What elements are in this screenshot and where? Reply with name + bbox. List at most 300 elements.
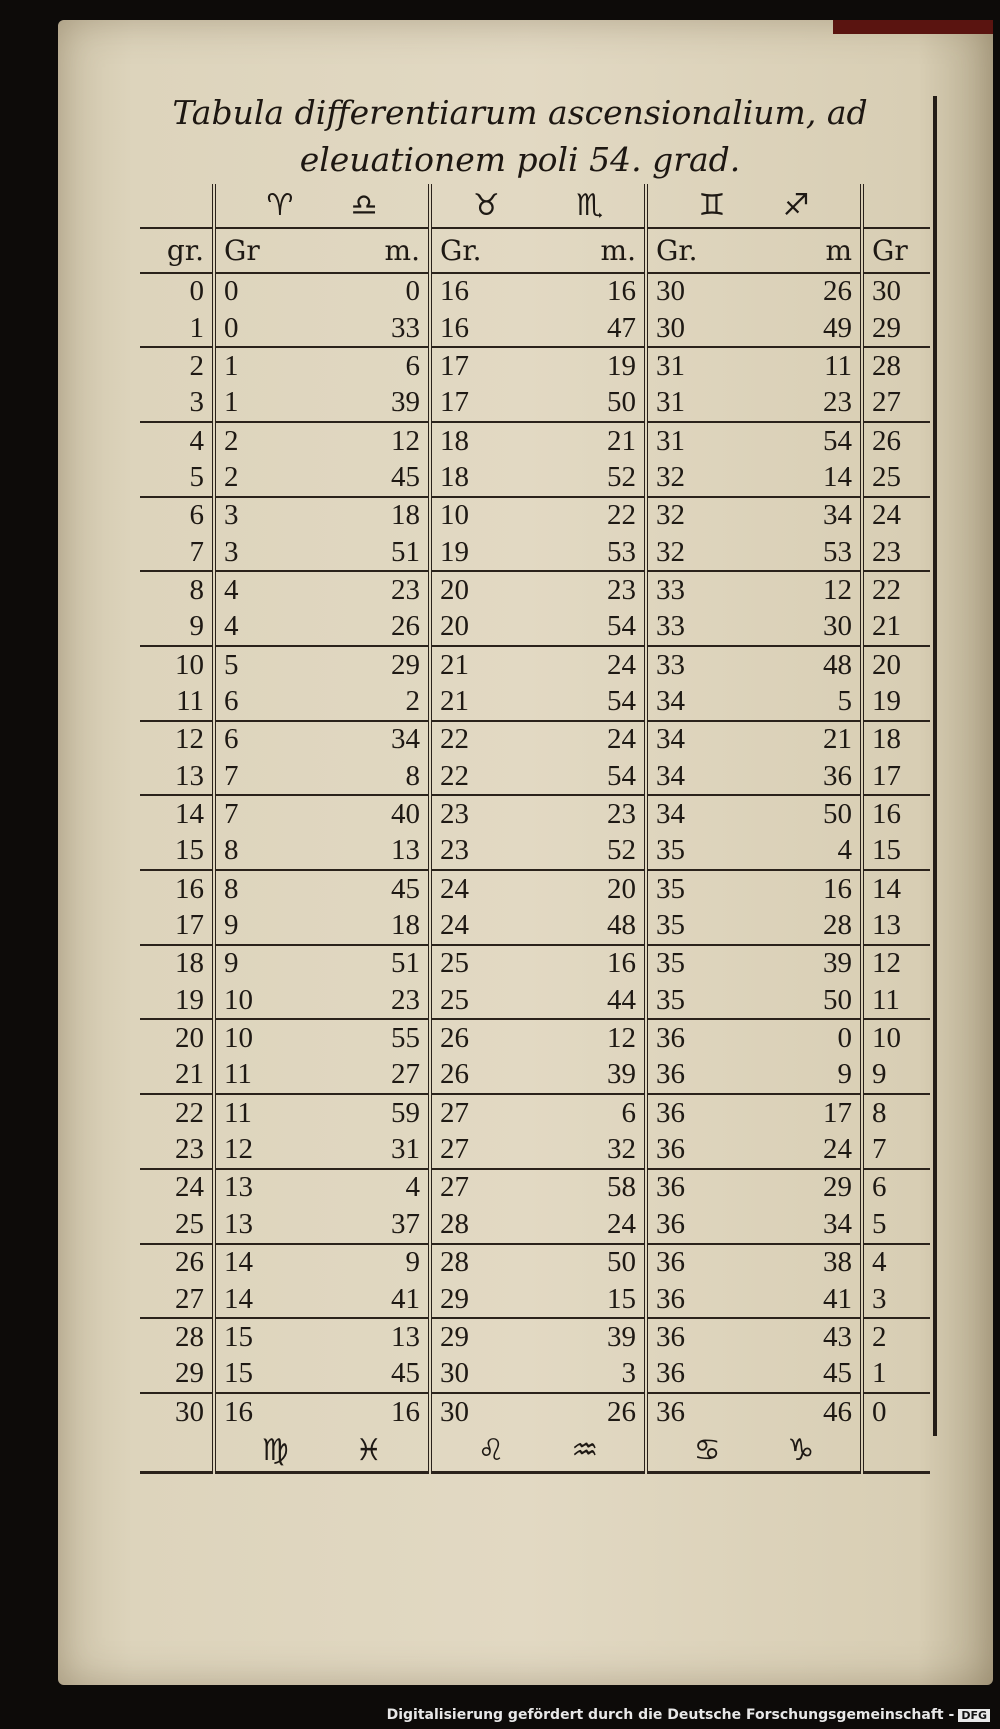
digitization-credit <box>387 1707 990 1723</box>
cell-grad-right: 1 <box>862 1356 930 1393</box>
cell-grad-right: 20 <box>862 646 930 683</box>
cell-grad-b: 21 <box>430 683 538 720</box>
pisces-sign: ♓ <box>355 1433 383 1469</box>
cell-degree: 8 <box>189 573 204 606</box>
cell-min-c: 38 <box>823 1246 852 1279</box>
sign-pair-1 <box>214 184 430 228</box>
cell-min-c: 54 <box>823 424 852 457</box>
cell-grad-a: 4 <box>214 571 322 608</box>
cell-min-b: 39 <box>607 1320 636 1353</box>
cell-min-b: 23 <box>607 573 636 606</box>
cell-min-c: 29 <box>823 1171 852 1204</box>
cell-min-a: 18 <box>322 907 430 944</box>
cell-grad-right: 6 <box>862 1169 930 1206</box>
cell-degree: 0 <box>189 275 204 308</box>
cell-min-b: 23 <box>607 798 636 831</box>
cell-grad-c: 36 <box>646 1206 754 1243</box>
cell-grad-b: 23 <box>430 795 538 832</box>
table-row <box>140 534 930 571</box>
cell-grad-b: 18 <box>430 422 538 459</box>
cell-min-c: 4 <box>754 833 862 870</box>
cell-grad-a: 0 <box>214 273 322 310</box>
cell-min-a: 23 <box>322 982 430 1019</box>
cell-degree: 10 <box>175 648 204 681</box>
blank-cell <box>862 184 930 228</box>
header-min-1: m. <box>322 228 430 273</box>
cell-min-c: 9 <box>754 1057 862 1094</box>
cell-grad-c: 36 <box>646 1244 754 1281</box>
cell-grad-b: 30 <box>430 1356 538 1393</box>
cell-grad-c: 33 <box>646 646 754 683</box>
cell-grad-a: 14 <box>214 1244 322 1281</box>
cell-grad-b: 26 <box>430 1019 538 1056</box>
cell-degree: 7 <box>140 534 214 571</box>
cell-grad-a: 1 <box>214 347 322 384</box>
table-row <box>140 310 930 347</box>
cell-grad-right: 0 <box>862 1393 930 1430</box>
cell-grad-b: 20 <box>430 609 538 646</box>
cell-grad-right: 3 <box>862 1281 930 1318</box>
cell-grad-b: 25 <box>430 982 538 1019</box>
libra-sign: ♎ <box>350 187 378 223</box>
cell-min-c: 16 <box>823 872 852 905</box>
cell-min-b: 16 <box>607 275 636 308</box>
cell-grad-c: 35 <box>646 907 754 944</box>
cell-min-b: 54 <box>538 758 646 795</box>
cell-degree: 20 <box>175 1022 204 1055</box>
table-row <box>140 422 930 459</box>
sign-pair-2 <box>430 184 646 228</box>
cell-grad-a: 13 <box>214 1169 322 1206</box>
cell-grad-b: 27 <box>430 1094 538 1131</box>
ascensional-differences-table <box>140 184 930 1474</box>
cell-grad-right: 18 <box>862 721 930 758</box>
cell-grad-right: 26 <box>862 422 930 459</box>
cell-min-c: 41 <box>754 1281 862 1318</box>
blank-cell <box>140 1430 214 1472</box>
cell-min-a: 29 <box>391 648 420 681</box>
cell-grad-c: 36 <box>646 1356 754 1393</box>
cell-grad-b: 20 <box>430 571 538 608</box>
table-row <box>140 646 930 683</box>
cell-grad-b: 24 <box>430 907 538 944</box>
cell-min-a: 45 <box>322 1356 430 1393</box>
cell-grad-right: 25 <box>862 459 930 496</box>
cell-min-b: 52 <box>538 833 646 870</box>
cell-min-b: 50 <box>607 1246 636 1279</box>
cell-min-b: 6 <box>621 1096 636 1129</box>
cell-grad-right: 15 <box>862 833 930 870</box>
cell-grad-b: 24 <box>430 870 538 907</box>
table-row <box>140 1356 930 1393</box>
cell-min-b: 58 <box>607 1171 636 1204</box>
cell-grad-right: 24 <box>862 497 930 534</box>
table-row <box>140 571 930 608</box>
header-grad-right: Gr <box>862 228 930 273</box>
cell-grad-b: 19 <box>430 534 538 571</box>
cell-grad-c: 30 <box>646 273 754 310</box>
table-row <box>140 1206 930 1243</box>
cell-degree: 16 <box>175 872 204 905</box>
cell-min-a: 8 <box>322 758 430 795</box>
cell-min-c: 0 <box>837 1022 852 1055</box>
table-row <box>140 833 930 870</box>
cell-min-c: 50 <box>754 982 862 1019</box>
dfg-logo: DFG <box>958 1709 990 1722</box>
cell-min-a: 45 <box>391 872 420 905</box>
cell-min-c: 39 <box>823 947 852 980</box>
cell-min-c: 5 <box>754 683 862 720</box>
cancer-sign: ♋ <box>693 1433 721 1469</box>
cell-degree: 23 <box>140 1131 214 1168</box>
cell-grad-right: 29 <box>862 310 930 347</box>
table-row <box>140 683 930 720</box>
cell-grad-c: 30 <box>646 310 754 347</box>
cell-min-a: 31 <box>322 1131 430 1168</box>
table-row <box>140 1318 930 1355</box>
leo-sign: ♌ <box>477 1433 505 1469</box>
cell-grad-b: 17 <box>430 385 538 422</box>
table-row <box>140 1131 930 1168</box>
sign-pair-foot-1 <box>214 1430 430 1472</box>
table-row <box>140 1019 930 1056</box>
cell-grad-a: 2 <box>214 459 322 496</box>
cell-min-c: 43 <box>823 1320 852 1353</box>
cell-min-a: 27 <box>322 1057 430 1094</box>
cell-grad-a: 7 <box>214 795 322 832</box>
cell-min-c: 14 <box>754 459 862 496</box>
cell-grad-right: 9 <box>862 1057 930 1094</box>
capricorn-sign: ♑ <box>787 1433 815 1469</box>
header-degree: gr. <box>140 228 214 273</box>
cell-grad-c: 36 <box>646 1169 754 1206</box>
cell-grad-right: 30 <box>862 273 930 310</box>
cell-min-a: 6 <box>405 349 420 382</box>
cell-grad-c: 35 <box>646 833 754 870</box>
cell-grad-c: 31 <box>646 422 754 459</box>
table-title-line-2: eleuationem poli 54. grad. <box>299 140 741 179</box>
table-row <box>140 385 930 422</box>
cell-grad-a: 15 <box>214 1318 322 1355</box>
right-border-rule <box>933 96 937 1436</box>
cell-grad-right: 17 <box>862 758 930 795</box>
cell-grad-c: 36 <box>646 1281 754 1318</box>
cell-min-c: 46 <box>823 1395 852 1428</box>
cell-grad-right: 10 <box>862 1019 930 1056</box>
cell-degree: 4 <box>189 424 204 457</box>
cell-min-a: 45 <box>322 459 430 496</box>
cell-grad-b: 25 <box>430 945 538 982</box>
cell-grad-a: 7 <box>214 758 322 795</box>
cell-min-a: 12 <box>391 424 420 457</box>
cell-grad-b: 26 <box>430 1057 538 1094</box>
cell-min-a: 16 <box>391 1395 420 1428</box>
cell-min-b: 50 <box>538 385 646 422</box>
cell-grad-b: 28 <box>430 1244 538 1281</box>
cell-grad-c: 36 <box>646 1057 754 1094</box>
cell-min-a: 26 <box>322 609 430 646</box>
cell-min-a: 23 <box>391 573 420 606</box>
cell-grad-right: 11 <box>862 982 930 1019</box>
column-header-row <box>140 228 930 273</box>
cell-grad-c: 31 <box>646 385 754 422</box>
cell-min-b: 19 <box>607 349 636 382</box>
sign-pair-foot-2 <box>430 1430 646 1472</box>
cell-degree: 11 <box>140 683 214 720</box>
table-row <box>140 982 930 1019</box>
cell-degree: 2 <box>189 349 204 382</box>
cell-grad-a: 8 <box>214 870 322 907</box>
cell-degree: 24 <box>175 1171 204 1204</box>
cell-grad-right: 16 <box>862 795 930 832</box>
cell-grad-right: 7 <box>862 1131 930 1168</box>
cell-grad-right: 12 <box>862 945 930 982</box>
binding-edge <box>833 20 993 34</box>
cell-min-a: 40 <box>391 798 420 831</box>
cell-min-b: 52 <box>538 459 646 496</box>
cell-grad-a: 11 <box>214 1057 322 1094</box>
cell-grad-right: 23 <box>862 534 930 571</box>
cell-min-a: 0 <box>405 275 420 308</box>
cell-grad-a: 3 <box>214 497 322 534</box>
cell-min-a: 13 <box>322 833 430 870</box>
aquarius-sign: ♒ <box>571 1433 599 1469</box>
cell-min-c: 12 <box>823 573 852 606</box>
cell-grad-a: 9 <box>214 945 322 982</box>
cell-degree: 21 <box>140 1057 214 1094</box>
table-row <box>140 497 930 534</box>
cell-degree: 3 <box>140 385 214 422</box>
cell-grad-c: 31 <box>646 347 754 384</box>
cell-degree: 26 <box>175 1246 204 1279</box>
cell-grad-right: 8 <box>862 1094 930 1131</box>
cell-grad-a: 11 <box>214 1094 322 1131</box>
sagittarius-sign: ♐ <box>782 187 810 223</box>
cell-min-b: 15 <box>538 1281 646 1318</box>
table-row <box>140 1057 930 1094</box>
aries-sign: ♈ <box>266 187 294 223</box>
cell-grad-a: 3 <box>214 534 322 571</box>
cell-grad-c: 34 <box>646 721 754 758</box>
cell-grad-a: 6 <box>214 683 322 720</box>
cell-min-b: 44 <box>538 982 646 1019</box>
cell-grad-b: 21 <box>430 646 538 683</box>
cell-grad-b: 22 <box>430 721 538 758</box>
blank-cell <box>140 184 214 228</box>
table-row <box>140 459 930 496</box>
cell-min-b: 12 <box>607 1022 636 1055</box>
cell-degree: 17 <box>140 907 214 944</box>
cell-grad-b: 29 <box>430 1281 538 1318</box>
cell-degree: 29 <box>140 1356 214 1393</box>
header-grad-2: Gr. <box>430 228 538 273</box>
credit-text: Digitalisierung gefördert durch die Deutsche Forschungsgemeinschaft - <box>386 1707 955 1723</box>
zodiac-sign-header-row <box>140 184 930 228</box>
cell-grad-c: 34 <box>646 683 754 720</box>
cell-grad-b: 16 <box>430 310 538 347</box>
cell-min-b: 24 <box>607 648 636 681</box>
table-row <box>140 347 930 384</box>
cell-min-b: 47 <box>538 310 646 347</box>
cell-grad-a: 16 <box>214 1393 322 1430</box>
cell-grad-a: 9 <box>214 907 322 944</box>
cell-grad-a: 5 <box>214 646 322 683</box>
table-row <box>140 1169 930 1206</box>
cell-min-b: 32 <box>538 1131 646 1168</box>
cell-min-c: 17 <box>823 1096 852 1129</box>
cell-min-b: 54 <box>538 609 646 646</box>
cell-grad-b: 18 <box>430 459 538 496</box>
cell-min-b: 22 <box>607 499 636 532</box>
cell-grad-b: 30 <box>430 1393 538 1430</box>
cell-degree: 12 <box>175 723 204 756</box>
table-row <box>140 721 930 758</box>
cell-min-a: 55 <box>391 1022 420 1055</box>
header-grad-3: Gr. <box>646 228 754 273</box>
cell-degree: 25 <box>140 1206 214 1243</box>
cell-grad-b: 23 <box>430 833 538 870</box>
cell-grad-a: 1 <box>214 385 322 422</box>
cell-min-c: 49 <box>754 310 862 347</box>
cell-min-c: 21 <box>823 723 852 756</box>
cell-min-c: 48 <box>823 648 852 681</box>
cell-min-a: 51 <box>391 947 420 980</box>
cell-grad-c: 36 <box>646 1019 754 1056</box>
cell-grad-a: 2 <box>214 422 322 459</box>
table-row <box>140 907 930 944</box>
cell-min-b: 54 <box>538 683 646 720</box>
cell-grad-a: 8 <box>214 833 322 870</box>
cell-degree: 14 <box>175 798 204 831</box>
cell-degree: 5 <box>140 459 214 496</box>
cell-degree: 9 <box>140 609 214 646</box>
cell-min-a: 59 <box>391 1096 420 1129</box>
cell-min-c: 36 <box>754 758 862 795</box>
cell-min-a: 51 <box>322 534 430 571</box>
cell-grad-a: 10 <box>214 982 322 1019</box>
table-row <box>140 870 930 907</box>
cell-min-c: 34 <box>754 1206 862 1243</box>
table-row <box>140 945 930 982</box>
cell-grad-a: 13 <box>214 1206 322 1243</box>
sign-pair-foot-3 <box>646 1430 862 1472</box>
cell-grad-b: 22 <box>430 758 538 795</box>
cell-degree: 30 <box>175 1395 204 1428</box>
cell-grad-right: 22 <box>862 571 930 608</box>
table-row <box>140 1094 930 1131</box>
cell-min-c: 53 <box>754 534 862 571</box>
cell-min-c: 30 <box>754 609 862 646</box>
cell-min-b: 24 <box>538 1206 646 1243</box>
table-row <box>140 1393 930 1430</box>
cell-grad-b: 16 <box>430 273 538 310</box>
cell-grad-b: 27 <box>430 1131 538 1168</box>
cell-degree: 1 <box>140 310 214 347</box>
cell-grad-right: 19 <box>862 683 930 720</box>
table-row <box>140 1281 930 1318</box>
cell-degree: 27 <box>140 1281 214 1318</box>
cell-degree: 22 <box>175 1096 204 1129</box>
cell-grad-c: 35 <box>646 945 754 982</box>
cell-grad-a: 15 <box>214 1356 322 1393</box>
cell-min-c: 23 <box>754 385 862 422</box>
cell-grad-a: 10 <box>214 1019 322 1056</box>
cell-min-c: 26 <box>823 275 852 308</box>
cell-grad-c: 34 <box>646 758 754 795</box>
virgo-sign: ♍ <box>261 1433 289 1469</box>
table-row <box>140 1244 930 1281</box>
cell-min-c: 11 <box>824 349 852 382</box>
header-grad-1: Gr <box>214 228 322 273</box>
cell-min-a: 37 <box>322 1206 430 1243</box>
table-row <box>140 795 930 832</box>
gemini-sign: ♊ <box>698 187 726 223</box>
cell-min-c: 45 <box>754 1356 862 1393</box>
cell-min-a: 18 <box>391 499 420 532</box>
table-title-line-1: Tabula differentiarum ascensionalium, ad <box>172 93 868 132</box>
cell-min-a: 4 <box>405 1171 420 1204</box>
scorpio-sign: ♏ <box>576 187 604 223</box>
cell-min-b: 3 <box>538 1356 646 1393</box>
cell-grad-c: 35 <box>646 870 754 907</box>
header-min-3: m <box>754 228 862 273</box>
cell-grad-b: 29 <box>430 1318 538 1355</box>
cell-grad-c: 32 <box>646 497 754 534</box>
cell-min-b: 16 <box>607 947 636 980</box>
cell-degree: 28 <box>175 1320 204 1353</box>
cell-grad-b: 10 <box>430 497 538 534</box>
cell-degree: 15 <box>140 833 214 870</box>
table-row <box>140 758 930 795</box>
cell-grad-c: 32 <box>646 534 754 571</box>
cell-min-a: 34 <box>391 723 420 756</box>
cell-grad-c: 36 <box>646 1318 754 1355</box>
cell-min-b: 26 <box>607 1395 636 1428</box>
cell-grad-a: 12 <box>214 1131 322 1168</box>
cell-degree: 19 <box>140 982 214 1019</box>
cell-min-b: 53 <box>538 534 646 571</box>
cell-grad-b: 17 <box>430 347 538 384</box>
cell-min-a: 9 <box>405 1246 420 1279</box>
zodiac-sign-footer-row <box>140 1430 930 1472</box>
cell-min-a: 13 <box>391 1320 420 1353</box>
cell-grad-right: 21 <box>862 609 930 646</box>
cell-grad-right: 14 <box>862 870 930 907</box>
table-row <box>140 273 930 310</box>
cell-min-c: 28 <box>754 907 862 944</box>
cell-grad-a: 4 <box>214 609 322 646</box>
cell-min-b: 48 <box>538 907 646 944</box>
cell-degree: 13 <box>140 758 214 795</box>
cell-grad-a: 6 <box>214 721 322 758</box>
cell-min-c: 24 <box>754 1131 862 1168</box>
cell-grad-c: 34 <box>646 795 754 832</box>
cell-min-a: 41 <box>322 1281 430 1318</box>
cell-grad-right: 4 <box>862 1244 930 1281</box>
cell-grad-c: 32 <box>646 459 754 496</box>
cell-min-b: 39 <box>538 1057 646 1094</box>
cell-min-b: 21 <box>607 424 636 457</box>
cell-grad-c: 36 <box>646 1131 754 1168</box>
header-min-2: m. <box>538 228 646 273</box>
cell-grad-b: 27 <box>430 1169 538 1206</box>
cell-min-b: 24 <box>607 723 636 756</box>
cell-grad-right: 2 <box>862 1318 930 1355</box>
cell-min-c: 34 <box>823 499 852 532</box>
sign-pair-3 <box>646 184 862 228</box>
cell-grad-a: 0 <box>214 310 322 347</box>
cell-grad-c: 35 <box>646 982 754 1019</box>
